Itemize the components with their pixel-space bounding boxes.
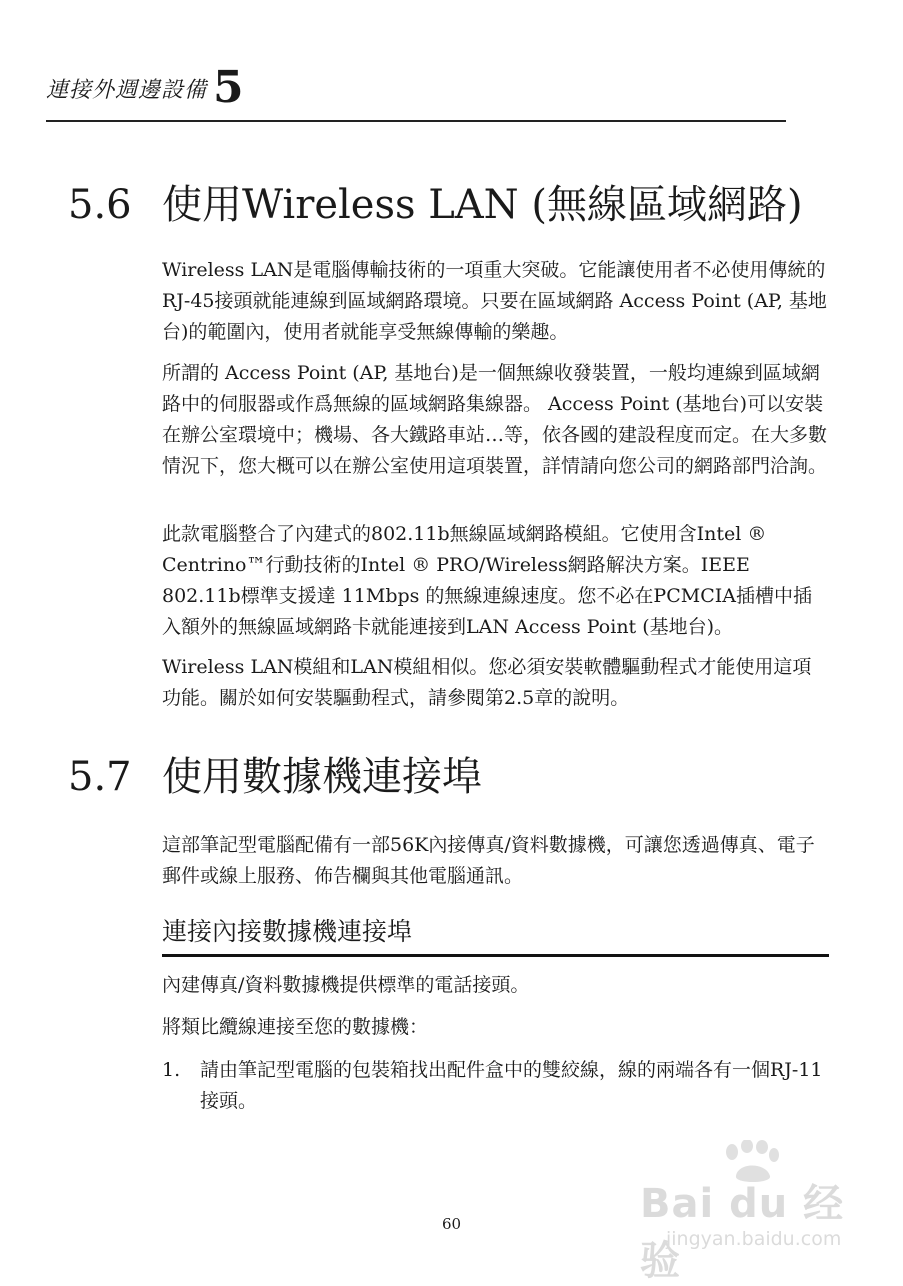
paragraph-phone-jack: 內建傳真/資料數據機提供標準的電話接頭。	[162, 974, 530, 996]
paragraph-80211b-module: 此款電腦整合了內建式的802.11b無線區域網路模組。它使用含Intel ® Centrino™行動技術的Intel ® PRO/Wireless網路解決方案。IEEE 802.11b標準支援達 11Mbps 的無線連線速度。您不必在PCMCIA插槽中插入額外的無線區域網路卡就能連接到LAN Access Point (基地台)。	[162, 523, 812, 638]
paragraph-wireless-intro: Wireless LAN是電腦傳輸技術的一項重大突破。它能讓使用者不必使用傳統的RJ-45接頭就能連線到區域網路環境。只要在區域網路 Access Point (AP, 基地台)的範圍內，使用者就能享受無線傳輸的樂趣。	[162, 259, 827, 343]
paragraph-access-point: 所謂的 Access Point (AP, 基地台)是一個無線收發裝置，一般均連線到區域網路中的伺服器或作爲無線的區域網路集線器。 Access Point (基地台)可以安裝在辦公室環境中；機場、各大鐵路車站…等，依各國的建設程度而定。在大多數情況下，您大概可以在辦公室使用這項裝置，詳情請向您公司的網路部門洽詢。	[162, 362, 828, 477]
chapter-header-number: 5	[213, 62, 244, 113]
section-title: 使用數據機連接埠	[162, 754, 482, 800]
subsection-rule	[162, 954, 829, 957]
page-number: 60	[441, 1215, 462, 1233]
paragraph-connect-cable: 將類比纜線連接至您的數據機：	[162, 1016, 429, 1038]
section-number: 5.7	[68, 754, 132, 800]
section-number: 5.6	[68, 182, 132, 228]
header-rule	[46, 120, 786, 122]
section-heading-5-6	[68, 180, 803, 230]
chapter-header	[46, 62, 244, 113]
section-title: 使用Wireless LAN (無線區域網路)	[162, 182, 803, 228]
subsection-heading: 連接內接數據機連接埠	[162, 917, 413, 946]
watermark-brand: Bai du 经验	[640, 1181, 845, 1284]
paragraph-driver-note: Wireless LAN模組和LAN模組相似。您必須安裝軟體驅動程式才能使用這項功能。關於如何安裝驅動程式，請參閱第2.5章的說明。	[162, 656, 812, 709]
section-heading-5-7	[68, 752, 482, 802]
watermark-url: jingyan.baidu.com	[666, 1228, 842, 1250]
paragraph-modem-intro: 這部筆記型電腦配備有一部56K內接傳真/資料數據機，可讓您透過傳真、電子郵件或線上服務、佈告欄與其他電腦通訊。	[162, 834, 815, 887]
chapter-header-label: 連接外週邊設備	[46, 78, 208, 103]
baidu-watermark	[640, 1140, 870, 1284]
list-item-text: 請由筆記型電腦的包裝箱找出配件盒中的雙絞線，線的兩端各有一個RJ-11接頭。	[200, 1059, 823, 1112]
list-item-number: 1.	[162, 1059, 181, 1081]
list-item	[162, 1055, 827, 1117]
